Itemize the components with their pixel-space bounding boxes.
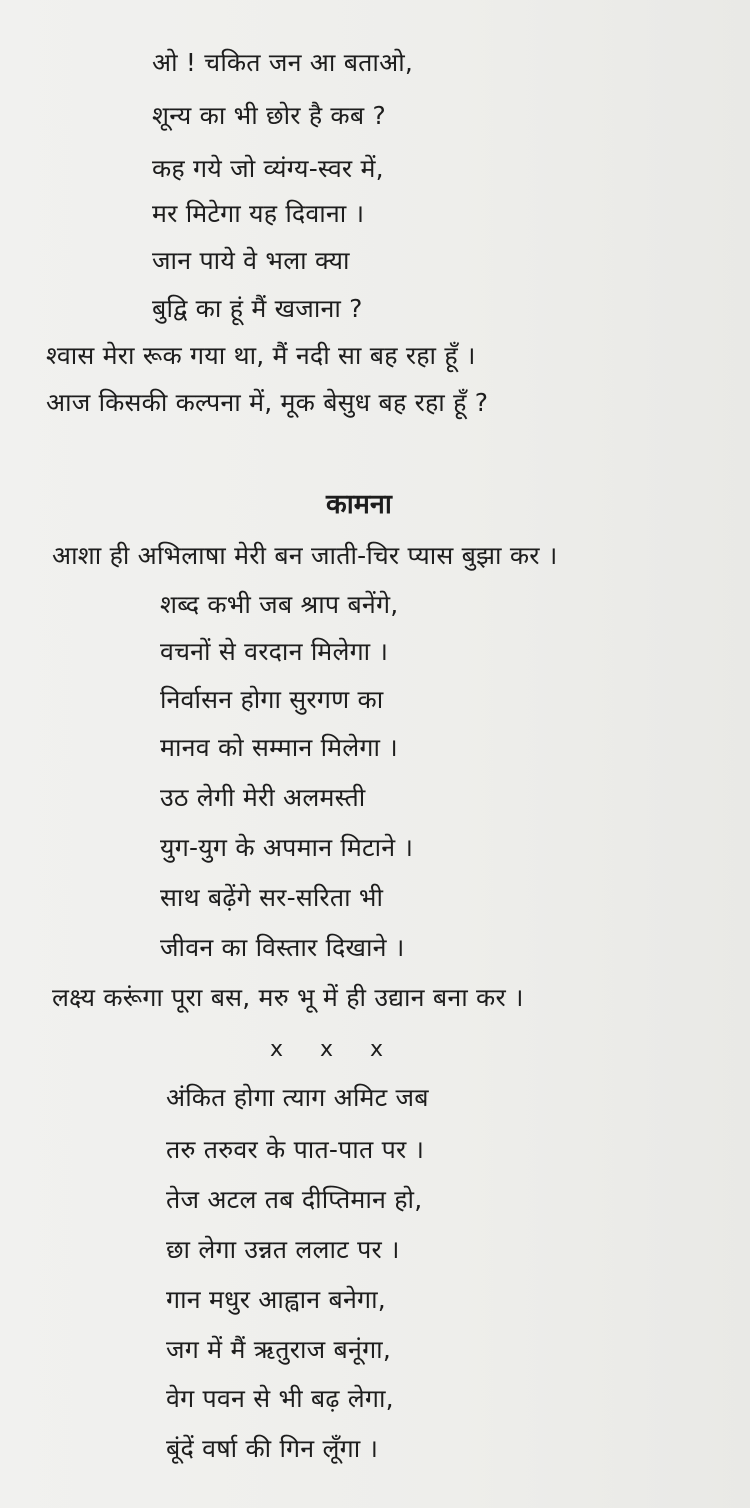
poem-line: मानव को सम्मान मिलेगा । [160,733,398,762]
refrain-line: श्वास मेरा रूक गया था, मैं नदी सा बह रहा हूँ । [46,341,476,370]
poem-line: जग में मैं ऋतुराज बनूंगा, [166,1335,391,1364]
poem-line: कह गये जो व्यंग्य-स्वर में, [152,154,384,183]
poem-line: युग-युग के अपमान मिटाने । [160,833,414,862]
poem-line: बूंदें वर्षा की गिन लूँगा । [166,1434,379,1463]
poem-line: बुद्वि का हूं मैं खजाना ? [152,294,363,323]
poem-line: उठ लेगी मेरी अलमस्ती [160,783,366,812]
poem-line: वचनों से वरदान मिलेगा । [160,637,389,666]
poem-line: शब्द कभी जब श्राप बनेंगे, [160,590,399,619]
poem-line: ओ ! चकित जन आ बताओ, [152,48,414,77]
poem-line: तरु तरुवर के पात-पात पर । [166,1135,425,1164]
opening-line: आशा ही अभिलाषा मेरी बन जाती-चिर प्यास बुझा कर । [52,541,558,570]
poem-line: साथ बढ़ेंगे सर-सरिता भी [160,883,384,912]
poem-line: जान पाये वे भला क्या [152,246,350,275]
poem-line: वेग पवन से भी बढ़ लेगा, [166,1384,394,1413]
section-separator: x x x [270,1037,384,1062]
poem-line: शून्य का भी छोर है कब ? [152,101,386,130]
refrain-line: लक्ष्य करूंगा पूरा बस, मरु भू में ही उद्यान बना कर । [52,983,524,1012]
poem-line: अंकित होगा त्याग अमिट जब [166,1083,429,1112]
refrain-line: आज किसकी कल्पना में, मूक बेसुध बह रहा हूँ ? [46,388,489,417]
poem-line: छा लेगा उन्नत ललाट पर । [166,1235,400,1264]
poem-title: कामना [326,489,392,520]
poem-line: गान मधुर आह्वान बनेगा, [166,1285,386,1314]
poem-line: निर्वासन होगा सुरगण का [160,685,384,714]
poem-line: मर मिटेगा यह दिवाना । [152,199,365,228]
poem-line: तेज अटल तब दीप्तिमान हो, [166,1185,423,1214]
poem-line: जीवन का विस्तार दिखाने । [160,933,405,962]
